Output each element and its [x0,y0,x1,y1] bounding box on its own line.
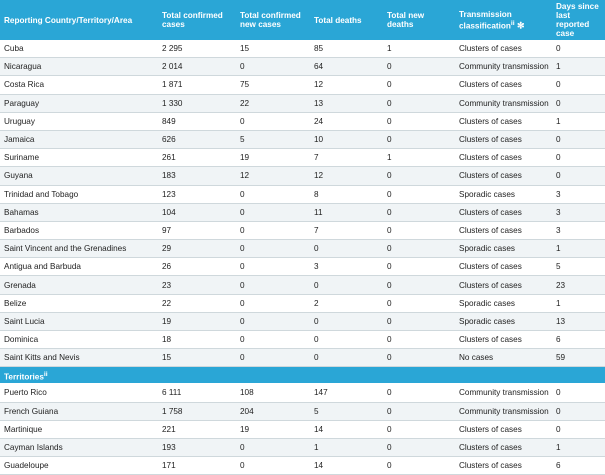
cell-confirmed: 221 [158,420,236,438]
cell-new-deaths: 0 [383,258,455,276]
cell-days: 1 [552,438,605,456]
territories-label: Territories [4,372,44,382]
cell-days: 23 [552,276,605,294]
cell-new-deaths: 0 [383,420,455,438]
cell-transmission: Clusters of cases [455,203,552,221]
cell-new-cases: 0 [236,294,310,312]
cell-confirmed: 19 [158,312,236,330]
cell-name: French Guiana [0,402,158,420]
cell-confirmed: 29 [158,240,236,258]
star-icon: ✻ [516,20,525,31]
header-transmission-label: Transmission classification [459,9,512,31]
cell-name: Antigua and Barbuda [0,258,158,276]
cell-new-cases: 0 [236,331,310,349]
territories-section-row [0,367,605,384]
cell-new-deaths: 0 [383,203,455,221]
cell-name: Paraguay [0,94,158,112]
cell-days: 0 [552,402,605,420]
header-confirmed: Total confirmed cases [158,0,236,40]
cell-days: 0 [552,420,605,438]
table-row [0,349,605,367]
territories-section-body [0,367,605,384]
cell-name: Nicaragua [0,58,158,76]
cell-new-cases: 0 [236,221,310,239]
cell-days: 0 [552,167,605,185]
cell-confirmed: 261 [158,149,236,167]
cell-deaths: 8 [310,185,383,203]
table-row [0,112,605,130]
cell-days: 0 [552,94,605,112]
cell-deaths: 0 [310,276,383,294]
cell-new-deaths: 0 [383,331,455,349]
cell-name: Saint Kitts and Nevis [0,349,158,367]
cell-new-cases: 12 [236,167,310,185]
cell-days: 1 [552,240,605,258]
cell-new-deaths: 0 [383,130,455,148]
cell-deaths: 10 [310,130,383,148]
table-row [0,58,605,76]
cell-new-cases: 0 [236,240,310,258]
table-row [0,420,605,438]
header-new-cases: Total confirmed new cases [236,0,310,40]
cell-name: Costa Rica [0,76,158,94]
cell-days: 3 [552,221,605,239]
territories-section-label [0,367,605,384]
cell-new-deaths: 0 [383,76,455,94]
cell-deaths: 14 [310,457,383,475]
table-row [0,457,605,475]
cell-confirmed: 26 [158,258,236,276]
cell-days: 0 [552,149,605,167]
cell-days: 6 [552,331,605,349]
cell-name: Puerto Rico [0,384,158,402]
cell-transmission: Community transmission [455,384,552,402]
cell-new-cases: 22 [236,94,310,112]
cell-transmission: Clusters of cases [455,276,552,294]
cell-new-cases: 5 [236,130,310,148]
cell-name: Saint Lucia [0,312,158,330]
cell-new-cases: 0 [236,112,310,130]
cell-name: Guadeloupe [0,457,158,475]
table-row [0,185,605,203]
cell-deaths: 13 [310,94,383,112]
cell-confirmed: 23 [158,276,236,294]
cell-days: 0 [552,130,605,148]
cell-name: Trinidad and Tobago [0,185,158,203]
cell-deaths: 64 [310,58,383,76]
cell-new-cases: 75 [236,76,310,94]
cell-new-deaths: 0 [383,112,455,130]
table-row [0,331,605,349]
table-row [0,402,605,420]
cell-name: Cuba [0,40,158,58]
cell-new-deaths: 0 [383,457,455,475]
cell-deaths: 5 [310,402,383,420]
cell-days: 1 [552,58,605,76]
table-row [0,40,605,58]
cell-new-cases: 0 [236,457,310,475]
cell-new-cases: 0 [236,276,310,294]
cell-days: 13 [552,312,605,330]
cell-confirmed: 22 [158,294,236,312]
table-row [0,258,605,276]
cell-new-cases: 0 [236,438,310,456]
cell-transmission: Community transmission [455,94,552,112]
header-deaths: Total deaths [310,0,383,40]
cell-confirmed: 18 [158,331,236,349]
cell-transmission: Clusters of cases [455,76,552,94]
cell-deaths: 85 [310,40,383,58]
header-new-deaths: Total new deaths [383,0,455,40]
cell-transmission: Clusters of cases [455,149,552,167]
cell-transmission: Sporadic cases [455,240,552,258]
cell-transmission: Clusters of cases [455,438,552,456]
cell-transmission: Clusters of cases [455,167,552,185]
cell-confirmed: 2 295 [158,40,236,58]
cell-transmission: Sporadic cases [455,185,552,203]
table-row [0,149,605,167]
cell-new-cases: 0 [236,312,310,330]
cell-transmission: No cases [455,349,552,367]
cell-name: Uruguay [0,112,158,130]
header-row [0,0,605,40]
cell-new-cases: 19 [236,149,310,167]
table-row [0,76,605,94]
cell-name: Martinique [0,420,158,438]
cell-name: Dominica [0,331,158,349]
territories-body [0,384,605,475]
cell-transmission: Community transmission [455,58,552,76]
header-transmission-footnote: ii [510,19,515,27]
table-row [0,130,605,148]
cell-deaths: 147 [310,384,383,402]
cell-deaths: 24 [310,112,383,130]
cell-new-cases: 19 [236,420,310,438]
cell-confirmed: 2 014 [158,58,236,76]
cell-name: Bahamas [0,203,158,221]
cell-days: 6 [552,457,605,475]
cell-transmission: Sporadic cases [455,294,552,312]
cell-name: Jamaica [0,130,158,148]
cell-days: 1 [552,112,605,130]
cell-confirmed: 123 [158,185,236,203]
cell-new-deaths: 1 [383,149,455,167]
cell-deaths: 7 [310,149,383,167]
header-days: Days since last reported case [552,0,605,40]
cell-deaths: 14 [310,420,383,438]
cell-new-cases: 0 [236,185,310,203]
cell-new-deaths: 0 [383,221,455,239]
cell-transmission: Clusters of cases [455,331,552,349]
cell-new-deaths: 0 [383,240,455,258]
table-row [0,276,605,294]
cell-new-deaths: 0 [383,402,455,420]
cell-transmission: Sporadic cases [455,312,552,330]
cell-confirmed: 6 111 [158,384,236,402]
cell-days: 5 [552,258,605,276]
cell-deaths: 12 [310,167,383,185]
territories-footnote: ii [43,370,48,378]
cell-new-cases: 15 [236,40,310,58]
cell-new-deaths: 0 [383,312,455,330]
header-transmission [455,0,552,40]
cell-deaths: 2 [310,294,383,312]
cell-transmission: Clusters of cases [455,112,552,130]
table-row [0,312,605,330]
cell-confirmed: 1 330 [158,94,236,112]
cell-days: 1 [552,294,605,312]
cell-name: Cayman Islands [0,438,158,456]
cell-deaths: 0 [310,349,383,367]
table-row [0,438,605,456]
cell-confirmed: 193 [158,438,236,456]
cell-deaths: 0 [310,312,383,330]
cell-new-cases: 0 [236,349,310,367]
cell-days: 3 [552,203,605,221]
table-row [0,167,605,185]
cell-new-deaths: 0 [383,438,455,456]
cell-new-cases: 204 [236,402,310,420]
cell-deaths: 1 [310,438,383,456]
cell-new-deaths: 0 [383,58,455,76]
cell-name: Saint Vincent and the Grenadines [0,240,158,258]
cell-deaths: 11 [310,203,383,221]
cell-name: Guyana [0,167,158,185]
header-country: Reporting Country/Territory/Area [0,0,158,40]
cell-name: Belize [0,294,158,312]
cell-days: 0 [552,40,605,58]
cell-transmission: Clusters of cases [455,40,552,58]
cell-transmission: Clusters of cases [455,130,552,148]
cell-new-cases: 108 [236,384,310,402]
cell-name: Grenada [0,276,158,294]
cell-name: Suriname [0,149,158,167]
cell-confirmed: 97 [158,221,236,239]
countries-body [0,40,605,367]
table-row [0,94,605,112]
cell-confirmed: 104 [158,203,236,221]
table-row [0,240,605,258]
cell-name: Barbados [0,221,158,239]
table-row [0,221,605,239]
cell-confirmed: 1 871 [158,76,236,94]
cell-days: 3 [552,185,605,203]
cell-confirmed: 15 [158,349,236,367]
cell-deaths: 7 [310,221,383,239]
cell-confirmed: 849 [158,112,236,130]
cell-new-deaths: 0 [383,349,455,367]
cell-new-deaths: 0 [383,384,455,402]
cell-transmission: Clusters of cases [455,457,552,475]
cell-new-deaths: 0 [383,167,455,185]
cell-new-cases: 0 [236,58,310,76]
cell-new-deaths: 0 [383,276,455,294]
cell-new-deaths: 1 [383,40,455,58]
table-row [0,294,605,312]
table-row [0,203,605,221]
table-row [0,384,605,402]
cell-deaths: 0 [310,240,383,258]
cell-days: 0 [552,76,605,94]
cell-new-deaths: 0 [383,294,455,312]
cell-transmission: Clusters of cases [455,221,552,239]
cell-new-deaths: 0 [383,185,455,203]
cell-new-cases: 0 [236,258,310,276]
cell-days: 59 [552,349,605,367]
cell-confirmed: 626 [158,130,236,148]
cell-confirmed: 183 [158,167,236,185]
cell-new-cases: 0 [236,203,310,221]
cell-transmission: Clusters of cases [455,258,552,276]
cell-new-deaths: 0 [383,94,455,112]
cell-days: 0 [552,384,605,402]
cell-transmission: Community transmission [455,402,552,420]
cell-deaths: 3 [310,258,383,276]
cell-transmission: Clusters of cases [455,420,552,438]
cell-confirmed: 171 [158,457,236,475]
cell-deaths: 12 [310,76,383,94]
cell-confirmed: 1 758 [158,402,236,420]
cell-deaths: 0 [310,331,383,349]
